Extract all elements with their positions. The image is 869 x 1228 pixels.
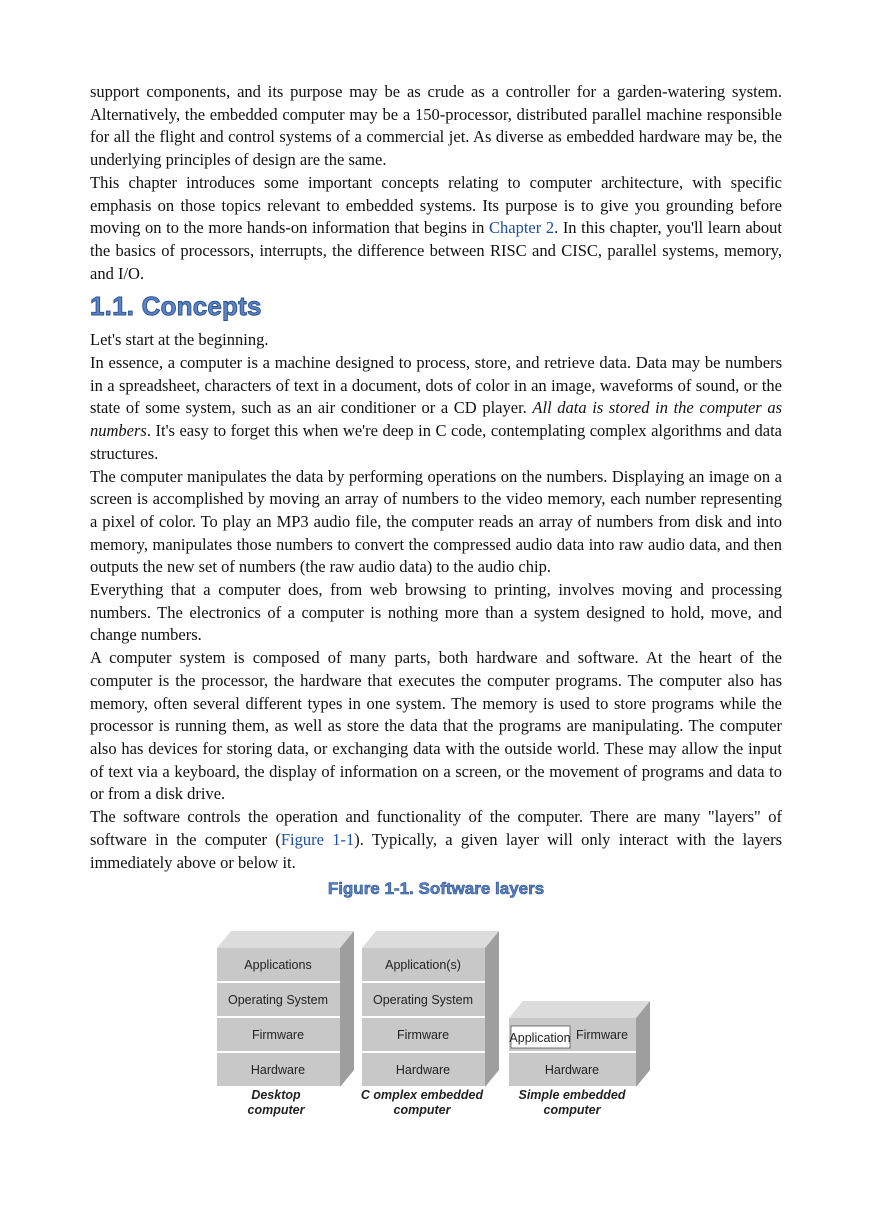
layer-label: Operating System [227,993,329,1007]
layer-label: Application [509,1031,571,1045]
paragraph [90,806,782,874]
layer-label: Application(s) [385,958,461,972]
layer-label: Hardware [250,1063,306,1077]
stack-top [362,931,499,948]
section-heading: 1.1. Concepts [90,291,262,322]
complex-embedded-stack [361,931,499,1117]
layer-label: Operating System [372,993,474,1007]
stack-caption: Simple embedded [518,1088,626,1102]
layer-label: Firmware [396,1028,450,1042]
stack-caption: computer [543,1103,601,1117]
figure-1-1-link[interactable]: Figure 1-1 [280,829,355,849]
emphasis-text: All data is stored in the computer as numbers [90,398,782,441]
software-layers-diagram [214,928,654,1123]
layer-label: Hardware [395,1063,451,1077]
text-run: In essence, a computer is a machine designed to process, store, and retrieve data. Data may be numbers in a spreadsheet, characters of text in a document, dots of color in an image, waveforms of sound, or the state of some system, such as an air conditioner or a CD player. [90,353,782,418]
text-run: . In this chapter, you'll learn about the basics of processors, interrupts, the difference between RISC and CISC, parallel systems, memory, and I/O. [90,218,782,283]
layer-label: Firmware [251,1028,305,1042]
stack-top [509,1001,650,1018]
figure-title: Figure 1-1. Software layers [327,879,545,899]
stack-caption: computer [393,1103,451,1117]
paragraph: Everything that a computer does, from web browsing to printing, involves moving and processing numbers. The electronics of a computer is nothing more than a system designed to hold, move, and change numbers. [90,580,782,645]
text-run: This chapter introduces some important concepts relating to computer architecture, with specific emphasis on those topics relevant to embedded systems. Its purpose is to give you grounding before moving on to the more hands-on information that begins in [90,172,782,238]
layer-label: Hardware [544,1063,600,1077]
document-page [90,0,782,900]
stack-caption: Desktop [251,1088,301,1102]
layer-label: Firmware [575,1028,629,1042]
paragraph: The computer manipulates the data by performing operations on the numbers. Displaying an image on a screen is accomplished by moving an array of numbers to the video memory, each number representing a pixel of color. To play an MP3 audio file, the computer reads an array of numbers from disk and into memory, manipulates those numbers to convert the compressed audio data into raw audio data, and then outputs the new set of numbers (the raw audio data) to the audio chip. [90,466,782,577]
paragraph: A computer system is composed of many parts, both hardware and software. At the heart of the computer is the processor, the hardware that executes the computer programs. The computer also has memory, often several different types in one system. The memory is used to store programs while the processor is running them, as well as store the data that the programs are manipulating. The computer also has devices for storing data, or exchanging data with the outside world. These may allow the input of text via a keyboard, the display of information on a screen, or the movement of programs and data to or from a disk drive. [90,648,782,804]
stack-top [217,931,354,948]
paragraph: support components, and its purpose may be as crude as a controller for a garden-watering system. Alternatively, the embedded computer may be a 150-processor, distributed parallel machine responsible for all the flight and control systems of a commercial jet. As diverse as embedded hardware may be, the underlying principles of design are the same. [90,82,782,170]
text-run: . It's easy to forget this when we're deep in C code, contemplating complex algorithms and data structures. [90,421,782,463]
paragraph [90,172,782,286]
chapter-2-link[interactable]: Chapter 2 [488,218,555,238]
stack-caption: C omplex embedded [360,1088,484,1102]
stack-side [485,931,499,1087]
stack-caption: computer [247,1103,305,1117]
desktop-stack [217,931,354,1117]
text-run: The software controls the operation and functionality of the computer. There are many "layers" of software in the computer ( [90,807,782,849]
paragraph [90,352,782,466]
software-layers-figure [214,928,654,1123]
paragraph: Let's start at the beginning. [90,330,269,350]
text-run: ). Typically, a given layer will only interact with the layers immediately above or below it. [90,829,782,872]
stack-side [340,931,354,1087]
layer-label: Applications [244,958,312,972]
simple-embedded-stack [509,1001,650,1117]
